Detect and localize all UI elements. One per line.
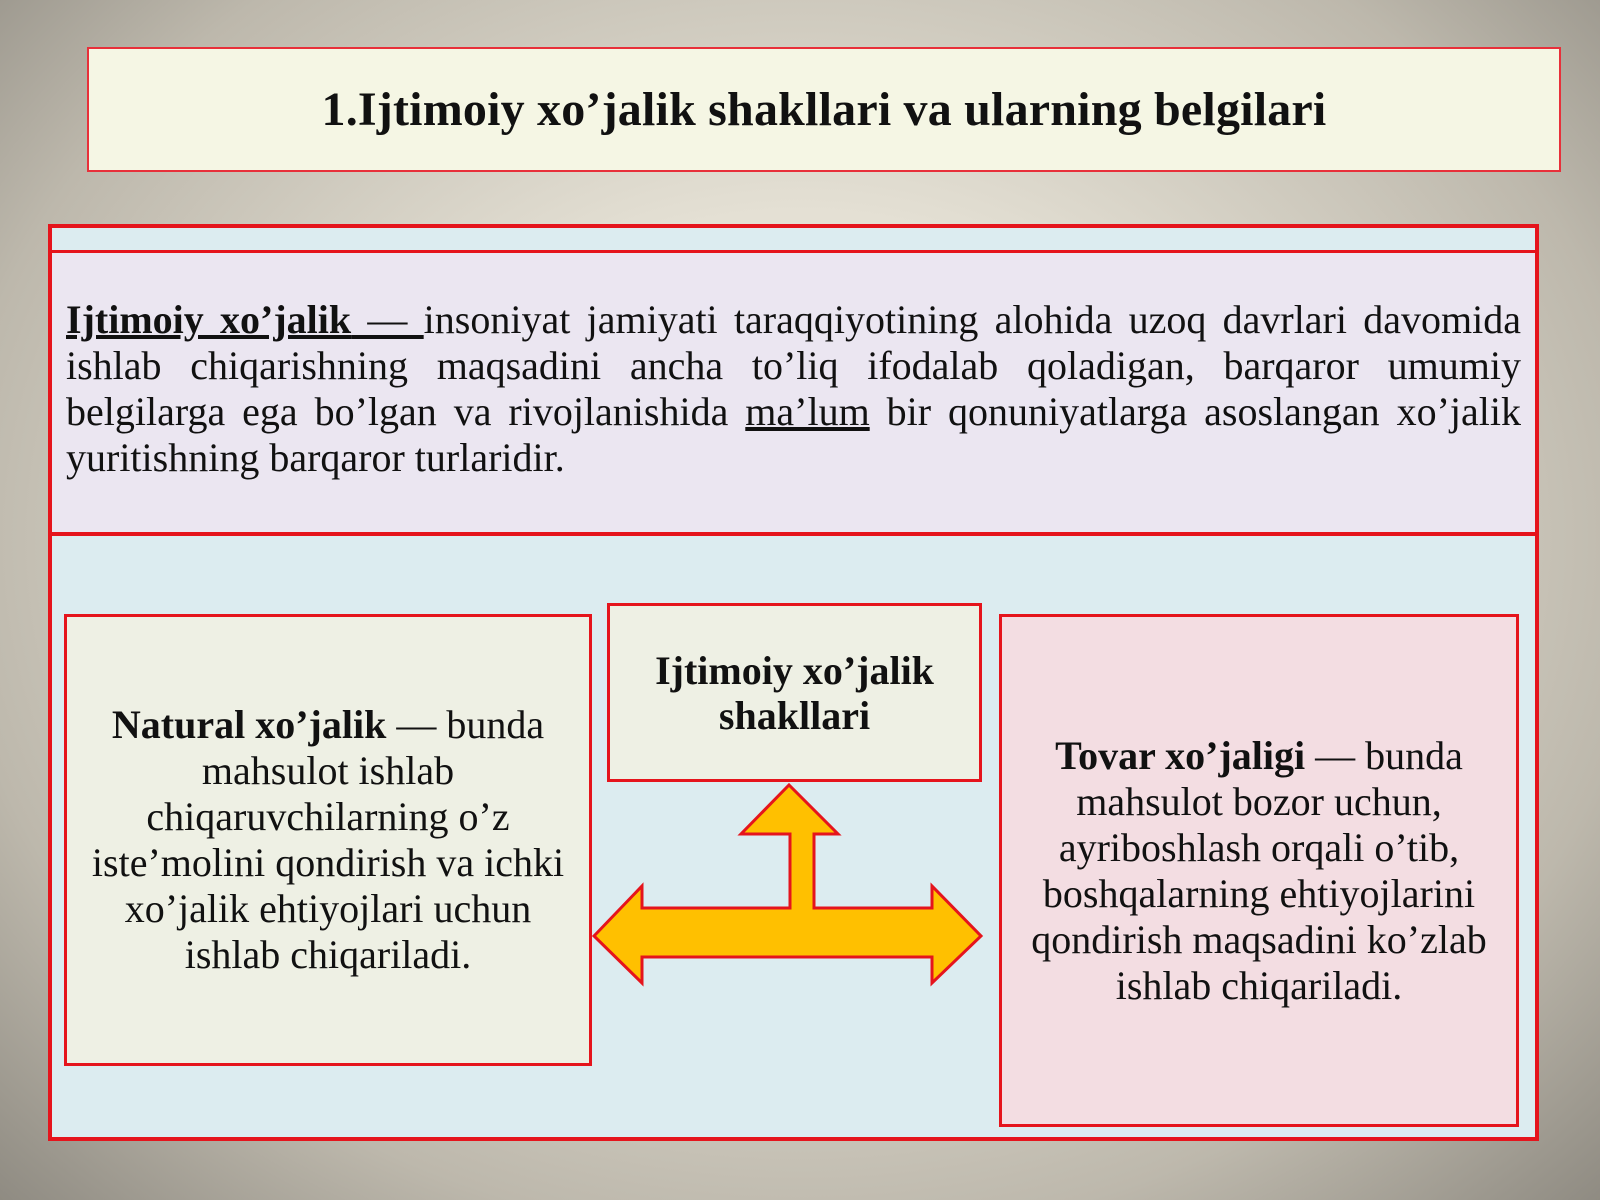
definition-text-part2: bir qonuniyatlarga asoslangan xo’jalik yuritishning barqaror turlaridir. xyxy=(66,389,1521,480)
commodity-economy-term: Tovar xo’jaligi xyxy=(1055,732,1306,778)
title-box xyxy=(87,47,1561,172)
definition-underlined-word: ma’lum xyxy=(745,389,870,434)
economy-forms-box xyxy=(607,603,982,782)
natural-economy-term: Natural xo’jalik xyxy=(111,702,387,747)
definition-term: Ijtimoiy xo’jalik xyxy=(66,297,352,342)
definition-text-part1: insoniyat jamiyati taraqqiyotining alohida uzoq davrlari davomida ishlab chiqarishning maqsadini ancha to’liq ifodalab qoladigan, barqaror umumiy belgilarga ega bo’lgan va rivojlanishida xyxy=(66,297,1521,434)
natural-economy-box xyxy=(64,614,592,1066)
commodity-economy-text xyxy=(1002,733,1516,1009)
commodity-economy-description: — bunda mahsulot bozor uchun, ayriboshlash orqali o’tib, boshqalarning ehtiyojlarini qondirish maqsadini ko’zlab ishlab chiqariladi. xyxy=(1031,732,1487,1008)
definition-dash: — xyxy=(351,297,424,342)
main-panel xyxy=(48,224,1539,1141)
natural-economy-text xyxy=(67,702,589,978)
natural-economy-description: — bunda mahsulot ishlab chiqaruvchilarning o’z iste’molini qondirish va ichki xo’jalik ehtiyojlari uchun ishlab chiqariladi. xyxy=(91,702,565,977)
commodity-economy-box xyxy=(999,614,1519,1127)
arrow-shape xyxy=(594,785,981,983)
economy-forms-label: Ijtimoiy xo’jalik shakllari xyxy=(655,647,934,738)
slide-title: 1.Ijtimoiy xo’jalik shakllari va ularning belgilari xyxy=(321,83,1327,136)
